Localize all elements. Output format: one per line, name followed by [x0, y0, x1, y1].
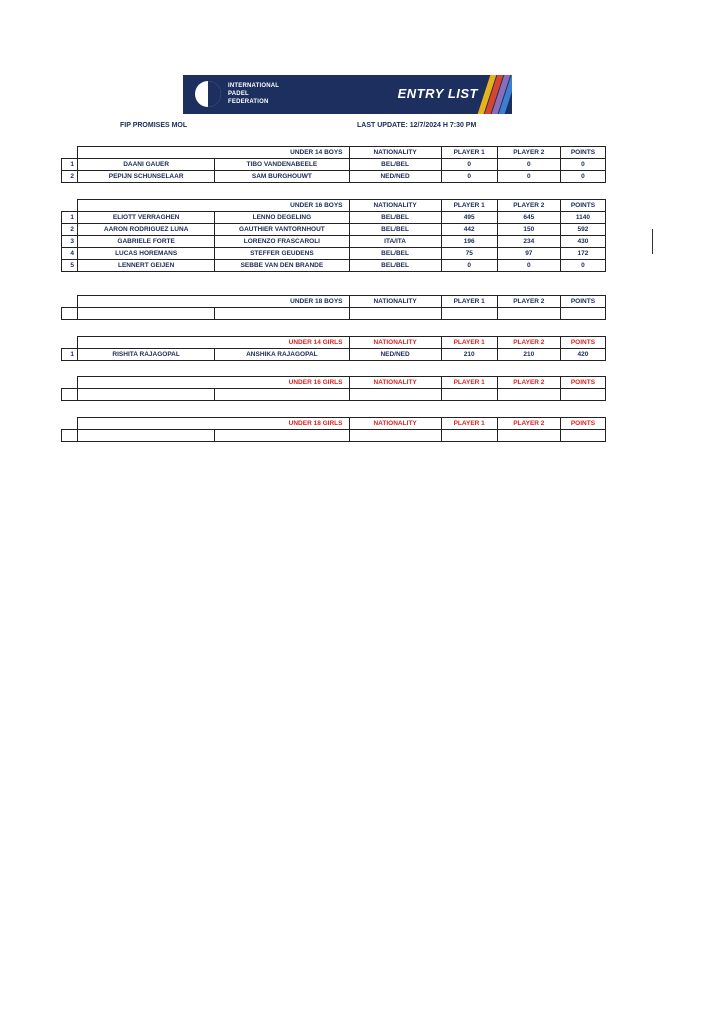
player-2-name: ANSHIKA RAJAGOPAL	[215, 349, 349, 361]
total-points	[560, 308, 605, 320]
blank-cell	[62, 377, 78, 389]
tournament-name: FIP PROMISES MOL	[120, 122, 188, 129]
player-2-name: GAUTHIER VANTORNHOUT	[215, 224, 349, 236]
section-header-row	[62, 200, 606, 212]
total-points: 0	[560, 159, 605, 171]
section-header-row	[62, 337, 606, 349]
org-line: INTERNATIONAL	[228, 83, 280, 89]
section-title: UNDER 16 BOYS	[78, 200, 349, 212]
player-2-points: 150	[497, 224, 560, 236]
nationality	[349, 308, 441, 320]
table-row	[62, 212, 606, 224]
blank-cell	[62, 418, 78, 430]
nationality: BEL/BEL	[349, 224, 441, 236]
player-2-name: TIBO VANDENABEELE	[215, 159, 349, 171]
player-2-points: 234	[497, 236, 560, 248]
player-1-name: DAANI GAUER	[78, 159, 215, 171]
section-table	[61, 336, 606, 361]
col-points: POINTS	[560, 296, 605, 308]
player-1-name: AARON RODRIGUEZ LUNA	[78, 224, 215, 236]
player-1-points: 75	[441, 248, 497, 260]
col-player2: PLAYER 2	[497, 200, 560, 212]
blank-cell	[62, 337, 78, 349]
player-2-points	[497, 389, 560, 401]
col-nationality: NATIONALITY	[349, 147, 441, 159]
player-2-name: LENNO DEGELING	[215, 212, 349, 224]
player-2-points: 97	[497, 248, 560, 260]
row-number: 4	[62, 248, 78, 260]
section-title: UNDER 14 BOYS	[78, 147, 349, 159]
player-1-name	[78, 308, 215, 320]
table-row	[62, 224, 606, 236]
player-2-name: SAM BURGHOUWT	[215, 171, 349, 183]
player-2-name: SEBBE VAN DEN BRANDE	[215, 260, 349, 272]
player-2-points	[497, 430, 560, 442]
total-points	[560, 389, 605, 401]
player-1-name: LENNERT GEIJEN	[78, 260, 215, 272]
col-player1: PLAYER 1	[441, 147, 497, 159]
row-number: 1	[62, 349, 78, 361]
col-player2: PLAYER 2	[497, 296, 560, 308]
section-header-row	[62, 377, 606, 389]
row-number	[62, 389, 78, 401]
section-title: UNDER 14 GIRLS	[78, 337, 349, 349]
nationality: BEL/BEL	[349, 159, 441, 171]
player-1-points	[441, 389, 497, 401]
player-1-points	[441, 430, 497, 442]
section-table	[61, 417, 606, 442]
table-row	[62, 236, 606, 248]
player-2-points: 0	[497, 171, 560, 183]
table-row	[62, 171, 606, 183]
nationality: NED/NED	[349, 349, 441, 361]
player-2-points	[497, 308, 560, 320]
col-player2: PLAYER 2	[497, 418, 560, 430]
total-points: 420	[560, 349, 605, 361]
col-player2: PLAYER 2	[497, 147, 560, 159]
player-1-name: PEPIJN SCHUNSELAAR	[78, 171, 215, 183]
row-number	[62, 308, 78, 320]
col-nationality: NATIONALITY	[349, 200, 441, 212]
col-player1: PLAYER 1	[441, 377, 497, 389]
total-points: 1140	[560, 212, 605, 224]
col-points: POINTS	[560, 337, 605, 349]
player-1-points	[441, 308, 497, 320]
player-1-name: GABRIELE FORTE	[78, 236, 215, 248]
col-points: POINTS	[560, 377, 605, 389]
document-title: ENTRY LIST	[397, 86, 478, 101]
row-number: 5	[62, 260, 78, 272]
row-number: 2	[62, 224, 78, 236]
row-number	[62, 430, 78, 442]
fip-logo-icon	[195, 81, 221, 107]
nationality: BEL/BEL	[349, 260, 441, 272]
player-1-points: 196	[441, 236, 497, 248]
blank-cell	[62, 296, 78, 308]
nationality: ITA/ITA	[349, 236, 441, 248]
player-1-points: 0	[441, 171, 497, 183]
row-number: 1	[62, 159, 78, 171]
total-points	[560, 430, 605, 442]
player-1-name: RISHITA RAJAGOPAL	[78, 349, 215, 361]
col-nationality: NATIONALITY	[349, 377, 441, 389]
section-header-row	[62, 147, 606, 159]
blank-cell	[62, 147, 78, 159]
text-cursor	[652, 229, 653, 254]
player-1-points: 442	[441, 224, 497, 236]
row-number: 1	[62, 212, 78, 224]
player-1-points: 0	[441, 159, 497, 171]
section-title: UNDER 18 GIRLS	[78, 418, 349, 430]
nationality	[349, 430, 441, 442]
row-number: 3	[62, 236, 78, 248]
table-row	[62, 308, 606, 320]
org-line: FEDERATION	[228, 99, 269, 105]
last-update: LAST UPDATE: 12/7/2024 H 7:30 PM	[357, 122, 477, 129]
section-header-row	[62, 418, 606, 430]
col-nationality: NATIONALITY	[349, 418, 441, 430]
total-points: 430	[560, 236, 605, 248]
section-table	[61, 295, 606, 320]
section-header-row	[62, 296, 606, 308]
table-row	[62, 430, 606, 442]
player-2-name	[215, 430, 349, 442]
nationality: BEL/BEL	[349, 248, 441, 260]
player-2-points: 645	[497, 212, 560, 224]
col-nationality: NATIONALITY	[349, 337, 441, 349]
total-points: 172	[560, 248, 605, 260]
section-title: UNDER 16 GIRLS	[78, 377, 349, 389]
table-row	[62, 159, 606, 171]
player-1-points: 0	[441, 260, 497, 272]
col-points: POINTS	[560, 147, 605, 159]
org-line: PADEL	[228, 91, 249, 97]
player-1-name: LUCAS HOREMANS	[78, 248, 215, 260]
player-1-name	[78, 389, 215, 401]
section-title: UNDER 18 BOYS	[78, 296, 349, 308]
nationality: BEL/BEL	[349, 212, 441, 224]
player-2-name: STEFFER GEUDENS	[215, 248, 349, 260]
player-1-name	[78, 430, 215, 442]
col-points: POINTS	[560, 418, 605, 430]
total-points: 0	[560, 260, 605, 272]
blank-cell	[62, 200, 78, 212]
col-player1: PLAYER 1	[441, 200, 497, 212]
section-table	[61, 199, 606, 272]
player-1-points: 495	[441, 212, 497, 224]
player-2-points: 210	[497, 349, 560, 361]
player-2-points: 0	[497, 159, 560, 171]
total-points: 592	[560, 224, 605, 236]
player-2-name	[215, 389, 349, 401]
player-1-points: 210	[441, 349, 497, 361]
col-player1: PLAYER 1	[441, 418, 497, 430]
col-player2: PLAYER 2	[497, 377, 560, 389]
section-table	[61, 146, 606, 183]
total-points: 0	[560, 171, 605, 183]
section-table	[61, 376, 606, 401]
col-points: POINTS	[560, 200, 605, 212]
col-player1: PLAYER 1	[441, 337, 497, 349]
table-row	[62, 389, 606, 401]
nationality: NED/NED	[349, 171, 441, 183]
federation-name	[228, 82, 288, 106]
header-banner	[183, 75, 512, 114]
nationality	[349, 389, 441, 401]
player-1-name: ELIOTT VERRAGHEN	[78, 212, 215, 224]
player-2-name: LORENZO FRASCAROLI	[215, 236, 349, 248]
table-row	[62, 260, 606, 272]
player-2-name	[215, 308, 349, 320]
col-nationality: NATIONALITY	[349, 296, 441, 308]
table-row	[62, 349, 606, 361]
table-row	[62, 248, 606, 260]
row-number: 2	[62, 171, 78, 183]
col-player2: PLAYER 2	[497, 337, 560, 349]
player-2-points: 0	[497, 260, 560, 272]
col-player1: PLAYER 1	[441, 296, 497, 308]
